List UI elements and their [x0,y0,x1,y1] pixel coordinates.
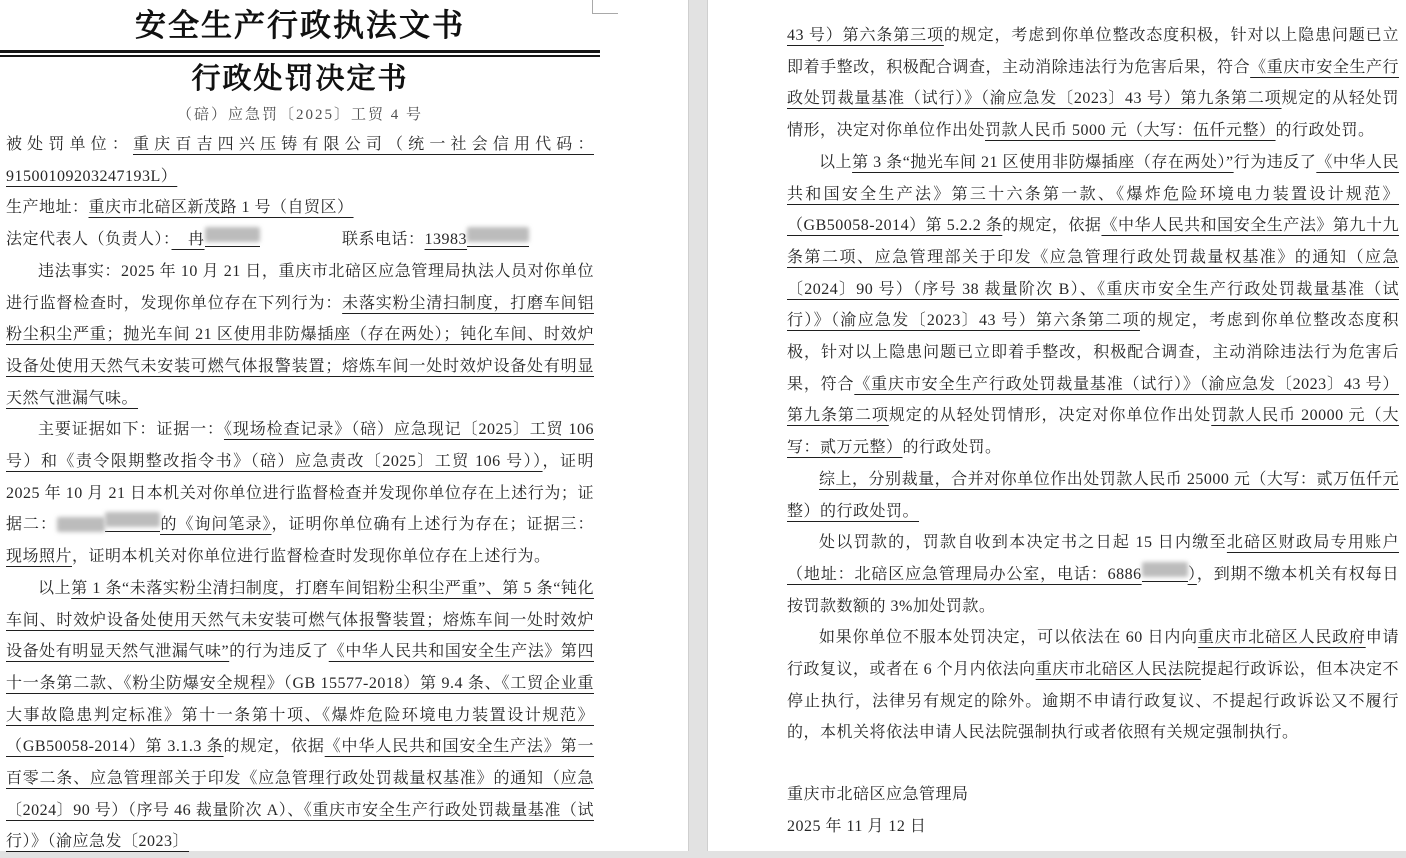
text-run: 的行政处罚。 [902,439,1002,457]
field-legal-representative-and-phone [6,224,594,256]
underlined-text: 未落实粉尘清扫制度，打磨车间铝粉尘积尘严重；抛光车间 21 区使用非防爆插座（存在两处）；钝化车间、时效炉设备处使用天然气未安装可燃气体报警装置；熔炼车间一处时效炉设备处有明显天然气泄漏气味。 [6,294,594,407]
signature-block [787,779,1399,842]
redacted-text [205,227,260,247]
text-run: 的行政处罚。 [1275,122,1375,140]
text-run: 的规定，依据 [223,738,325,756]
text-run: 的规定，考虑到你单位整改态度积极，针对以上隐患问题已立即着手整改，积极配合调查，主动消除违法行为危害后果，符合 [787,312,1399,393]
underlined-text: 北碚区财政局专用账户（地址：北碚区应急管理局办公室，电话：6886 [787,534,1399,583]
redacted-text [57,517,105,532]
page-1-body [6,129,594,858]
underlined-text: 13983 [424,231,468,249]
title-divider-rule [0,50,600,57]
text-run: ，到期不缴本机关有权每日按罚款数额的 3%加处罚款。 [787,565,1399,615]
text-run: 规定的从轻处罚情形，决定对你单位作出处 [888,407,1212,425]
text-run: 以上 [819,153,853,171]
page-2[interactable] [708,0,1406,851]
page-2-body [787,20,1399,843]
underlined-text: 的《询问笔录》 [160,516,272,534]
underlined-text: 重庆市北碚区人民政府 [1197,629,1366,647]
text-run: 以上 [38,579,72,597]
field-penalized-unit [6,129,594,192]
text-run: 如果你单位不服本处罚决定，可以依法在 60 日内向 [819,629,1198,647]
page-divider [688,0,708,851]
underlined-text: 《现场检查记录》（碚）应急现记〔2025〕工贸 106 号）和《责令限期整改指令书》（碚）应急责改〔2025〕工贸 106 号）） [6,421,594,471]
underlined-text: 第 3 条“抛光车间 21 区使用非防爆插座（存在两处）” [852,153,1234,171]
margin-corner-mark-left-page [592,0,618,14]
text-run: ，证明你单位确有上述行为存在；证据三： [271,516,594,534]
redacted-text [467,227,529,247]
text-run: 生产地址： [6,199,89,217]
underlined-text: 重庆市北碚区新茂路 1 号（自贸区） [88,199,354,217]
para-evidence [6,414,594,573]
text-run: 处以罚款的，罚款自收到本决定书之日起 15 日内缴至 [819,534,1227,552]
para-payment-instructions [787,527,1399,622]
doc-title: 安全生产行政执法文书 [135,8,465,43]
underlined-text: 《重庆市安全生产行政处罚裁量基准（试行）》（渝应急发〔2023〕43 号）第九条第二项 [787,375,1399,425]
text-run: ，证明 2025 年 10 月 21 日本机关对你单位进行监督检查并发现你单位存在上述行为；证据二： [6,453,594,534]
underlined-text: 罚款人民币 20000 元（大写：贰万元整） [787,407,1399,457]
text-run: 的规定，考虑到你单位整改态度积极，针对以上隐患问题已立即着手整改，积极配合调查，主动消除违法行为危害后果，符合 [787,27,1399,76]
para-penalty-basis-2 [787,147,1399,464]
underlined-text: 重庆市北碚区人民法院 [1035,661,1201,679]
underlined-text: 《中华人民共和国安全生产法》第四十一条第二款、《粉尘防爆安全规程》（GB 15577-2018）第 9.4 条、《工贸企业重大事故隐患判定标准》第十一条第十项、《爆炸危险环境电力装置设计规范》（GB50058-2014）第 3.1.3 条 [6,643,594,756]
underlined-text: 现场照片 [6,548,73,566]
underlined-text: 重庆百吉四兴压铸有限公司（统一社会信用代码：91500109203247193L） [6,136,594,185]
text-run: 提起行政诉讼，但本决定不停止执行，法律另有规定的除外。逾期不申请行政复议、不提起行政诉讼又不履行的，本机关将依法申请人民法院强制执行或者依照有关规定强制执行。 [787,661,1399,742]
text-run: 违法事实：2025 年 10 月 21 日，重庆市北碚区应急管理局执法人员对你单位进行监督检查时，发现你单位存在下列行为： [6,262,594,312]
underlined-text: 冉 [171,231,205,249]
underlined-text: 罚款人民币 5000 元（大写：伍仟元整） [985,122,1276,140]
para-combined-penalty [787,464,1399,527]
page-1[interactable] [0,0,688,851]
text-run: 联系电话： [259,231,425,249]
underlined-text: 《中华人民共和国安全生产法》第九十九条第二项、应急管理部关于印发《应急管理行政处罚裁量权基准》的通知（应急〔2024〕90 号）（序号 38 裁量阶次 B）、《重庆市安全生产行政处罚裁量基准（试行）》（渝应急发〔2023〕43 号）第六条第二项 [787,217,1399,330]
text-run: ，证明本机关对你单位进行监督检查时发现你单位存在上述行为。 [72,548,551,566]
text-run: 行为违反了 [1233,153,1317,171]
doc-number: （碚）应急罚〔2025〕工贸 4 号 [176,107,423,123]
para-appeal-rights [787,622,1399,749]
underlined-text: 综上，分别裁量，合并对你单位作出处罚款人民币 25000 元（大写：贰万伍仟元整）的行政处罚。 [787,470,1399,520]
field-production-address [6,192,594,224]
text-run: 主要证据如下：证据一： [38,421,224,439]
underlined-text: 《中华人民共和国安全生产法》第一百零二条、应急管理部关于印发《应急管理行政处罚裁量权基准》的通知（应急〔2024〕90 号）（序号 46 裁量阶次 A）、《重庆市安全生产行政处罚裁量基准（试行）》（渝应急发〔2023〕 [6,738,594,851]
underlined-text: 《中华人民共和国安全生产法》第三十六条第一款、《爆炸危险环境电力装置设计规范》（GB50058-2014）第 5.2.2 条 [787,153,1399,235]
text-run: 申请行政复议，或者在 6 个月内依法向 [787,629,1399,679]
para-penalty-basis-1 [6,573,594,858]
underlined-text: 43 号）第六条第三项 [787,27,944,44]
underlined-text: 《重庆市安全生产行政处罚裁量基准（试行）》（渝应急发〔2023〕43 号）第九条第二项 [787,58,1399,108]
para-penalty-basis-1-continued [787,20,1399,147]
para-violation-facts [6,256,594,415]
redacted-text [1142,562,1188,582]
text-run: 的规定，依据 [1002,217,1102,235]
text-run: 被处罚单位： [6,136,133,153]
text-run: 的行为违反了 [229,643,329,661]
underlined-text: 第 1 条“未落实粉尘清扫制度，打磨车间铝粉尘积尘严重”、第 5 条“钝化车间、时效炉设备处使用天然气未安装可燃气体报警装置；熔炼车间一处时效炉设备处有明显天然气泄漏气味” [6,579,594,661]
text-run: 规定的从轻处罚情形，决定对你单位作出处 [787,90,1399,140]
redacted-text [105,512,160,532]
underlined-text: ） [1187,565,1197,583]
doc-subtitle: 行政处罚决定书 [191,63,409,95]
text-run: 法定代表人（负责人）： [6,231,172,249]
signature-date: 2025 年 11 月 12 日 [787,817,927,835]
signature-org: 重庆市北碚区应急管理局 [787,786,969,804]
